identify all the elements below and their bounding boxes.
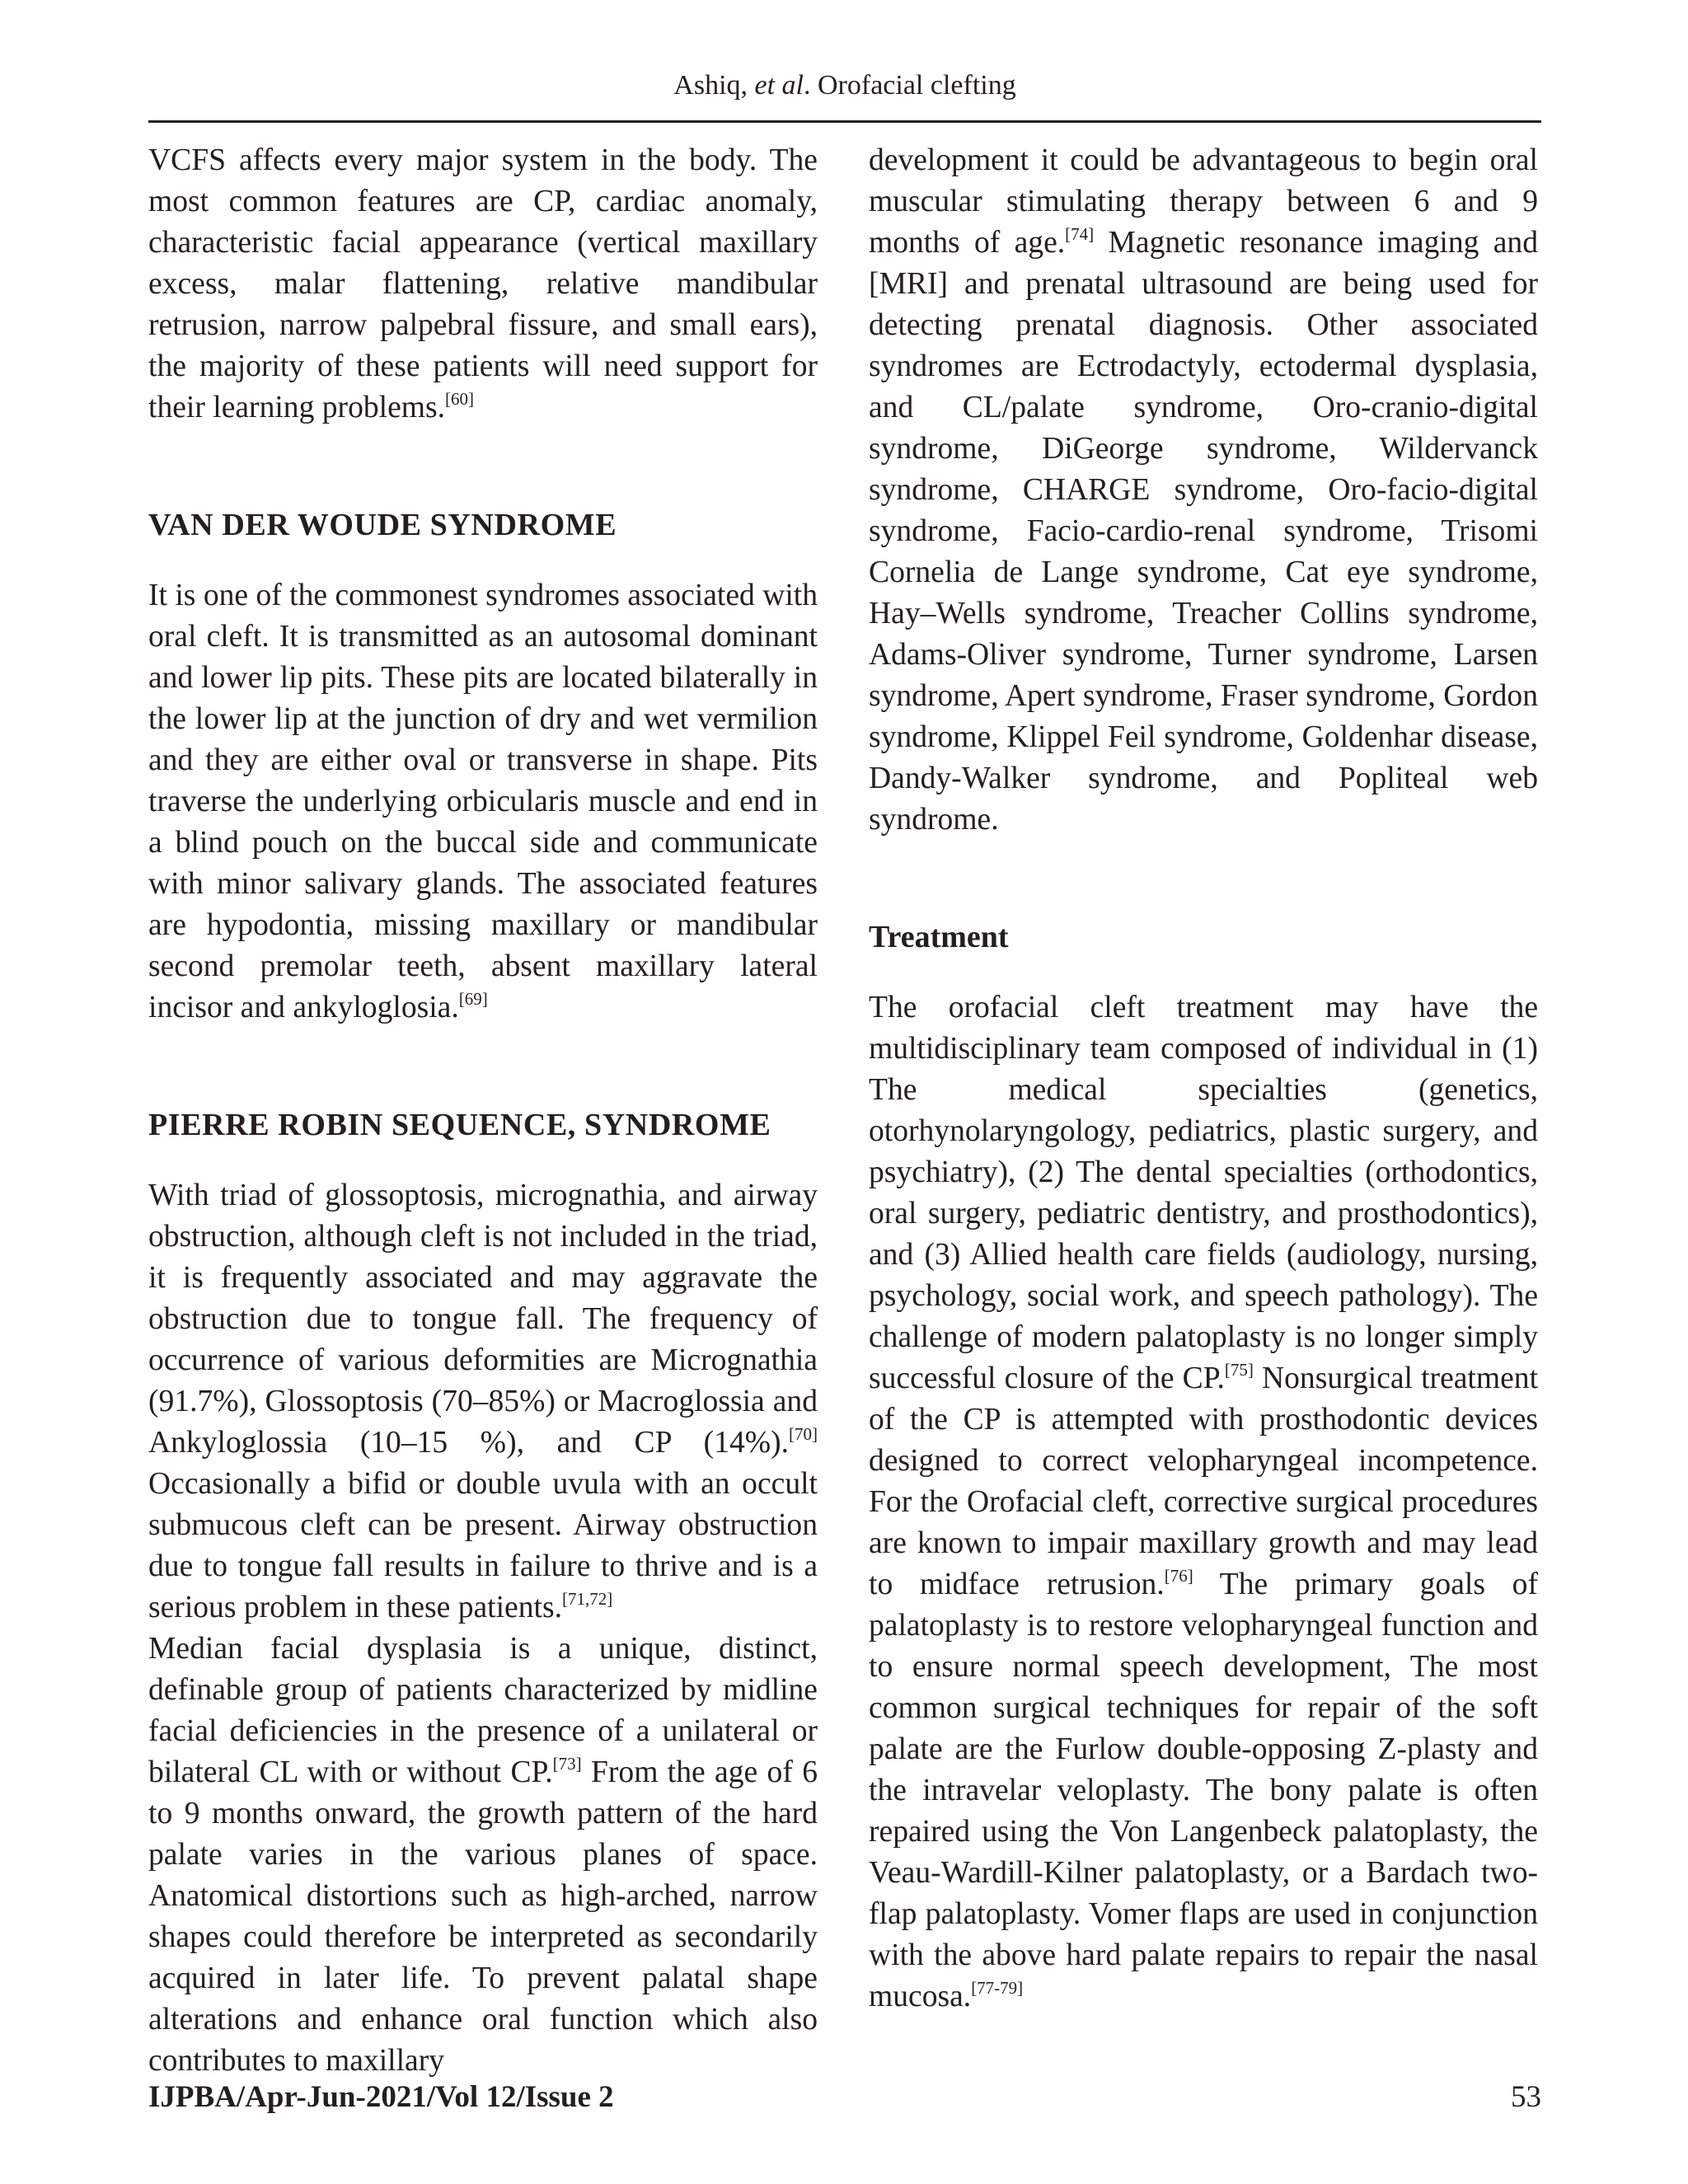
left-column: [148, 140, 818, 2082]
header-et-al: et al: [754, 70, 804, 101]
header-rule: [148, 120, 1541, 123]
paragraph-text: development it could be advantageous to begin oral muscular stimulating therapy between 6 and 9 months of age.: [869, 143, 1538, 260]
paragraph-text: With triad of glossoptosis, micrognathia, and airway obstruction, although cleft is not included in the triad, it is frequently associated and may aggravate the obstruction due to tongue fall. The frequency of occurrence of various deformities are Micrognathia (91.7%), Glossoptosis (70–85%) or Macroglossia and Ankyloglossia (10–15 %), and CP (14%).: [148, 1179, 818, 1460]
paragraph-van-der-woude: [148, 575, 818, 1029]
paragraph-text: It is one of the commonest syndromes associated with oral cleft. It is transmitted as an autosomal dominant and lower lip pits. These pits are located bilaterally in the lower lip at the junction of dry and wet vermilion and they are either oval or transverse in shape. Pits traverse the underlying orbicularis muscle and end in a blind pouch on the buccal side and communicate with minor salivary glands. The associated features are hypodontia, missing maxillary or mandibular second premolar teeth, absent maxillary lateral incisor and ankyloglosia.: [148, 579, 818, 1024]
paragraph-treatment: [869, 987, 1538, 2018]
paragraph-text: From the age of 6 to 9 months onward, the growth pattern of the hard palate varies in the various planes of space. Anatomical distortions such as high-arched, narrow shapes could therefore be interpreted as secondarily acquired in later life. To prevent palatal shape alterations and enhance oral function which also contributes to maxillary: [148, 1755, 818, 2078]
citation-76[interactable]: [76]: [1164, 1566, 1193, 1586]
paragraph-text: The orofacial cleft treatment may have the multidisciplinary team composed of individual in (1) The medical specialties (genetics, otorhynolaryngology, pediatrics, plastic surgery, and psychiatry), (2) The dental specialties (orthodontics, oral surgery, pediatric dentistry, and prosthodontics), and (3) Allied health care fields (audiology, nursing, psychology, social work, and speech pathology). The challenge of modern palatoplasty is no longer simply successful closure of the CP.: [869, 991, 1538, 1395]
paragraph-text: Median facial dysplasia is a unique, distinct, definable group of patients characterized by midline facial deficiencies in the presence of a unilateral or bilateral CL with or without CP.: [148, 1632, 818, 1789]
running-header: [148, 68, 1541, 104]
paragraph-text: The primary goals of palatoplasty is to restore velopharyngeal function and to ensure normal speech development, The most common surgical techniques for repair of the soft palate are the Furlow double-opposing Z-plasty and the intravelar veloplasty. The bony palate is often repaired using the Von Langenbeck palatoplasty, the Veau-Wardill-Kilner palatoplasty, or a Bardach two-flap palatoplasty. Vomer flaps are used in conjunction with the above hard palate repairs to repair the nasal mucosa.: [869, 1568, 1538, 2013]
paragraph-text: VCFS affects every major system in the body. The most common features are CP, cardiac anomaly, characteristic facial appearance (vertical maxillary excess, malar flattening, relative mandibular retrusion, narrow palpebral fissure, and small ears), the majority of these patients will need support for their learning problems.: [148, 143, 818, 424]
right-column: [869, 140, 1538, 2018]
citation-71-72[interactable]: [71,72]: [561, 1589, 613, 1609]
section-heading-pierre-robin: PIERRE ROBIN SEQUENCE, SYNDROME: [148, 1108, 771, 1142]
citation-69[interactable]: [69]: [458, 989, 488, 1009]
header-title: . Orofacial clefting: [804, 70, 1016, 101]
header-authors: Ashiq,: [673, 70, 755, 101]
citation-70[interactable]: [70]: [789, 1424, 818, 1444]
paragraph-text: Nonsurgical treatment of the CP is attempted with prosthodontic devices designed to correct velopharyngeal incompetence. For the Orofacial cleft, corrective surgical procedures are known to impair maxillary growth and may lead to midface retrusion.: [869, 1361, 1539, 1601]
section-heading-treatment: Treatment: [869, 920, 1009, 954]
paragraph-text: Magnetic resonance imaging and [MRI] and prenatal ultrasound are being used for detecting prenatal diagnosis. Other associated syndromes are Ectrodactyly, ectodermal dysplasia, and CL/palate syndrome, Oro-cranio-digital syndrome, DiGeorge syndrome, Wildervanck syndrome, CHARGE syndrome, Oro-facio-digital syndrome, Facio-cardio-renal syndrome, Trisomi Cornelia de Lange syndrome, Cat eye syndrome, Hay–Wells syndrome, Treacher Collins syndrome, Adams-Oliver syndrome, Turner syndrome, Larsen syndrome, Apert syndrome, Fraser syndrome, Gordon syndrome, Klippel Feil syndrome, Goldenhar disease, Dandy-Walker syndrome, and Popliteal web syndrome.: [869, 226, 1538, 837]
citation-73[interactable]: [73]: [552, 1754, 582, 1774]
paragraph-development: [869, 140, 1538, 841]
footer-journal-info: IJPBA/Apr-Jun-2021/Vol 12/Issue 2: [148, 2080, 614, 2114]
paragraph-pierre-robin: [148, 1175, 818, 1629]
citation-74[interactable]: [74]: [1065, 224, 1095, 244]
citation-77-79[interactable]: [77-79]: [971, 1978, 1024, 1998]
section-heading-van-der-woude: VAN DER WOUDE SYNDROME: [148, 508, 617, 542]
footer-page-number: 53: [1511, 2080, 1541, 2114]
paragraph-median-facial-dysplasia: [148, 1629, 818, 2082]
paragraph-vcfs: [148, 140, 818, 429]
citation-75[interactable]: [75]: [1224, 1360, 1254, 1380]
paragraph-text: Occasionally a bifid or double uvula with an occult submucous cleft can be present. Airway obstruction due to tongue fall results in failure to thrive and is a serious problem in these patients.: [148, 1467, 818, 1624]
citation-60[interactable]: [60]: [445, 389, 475, 409]
